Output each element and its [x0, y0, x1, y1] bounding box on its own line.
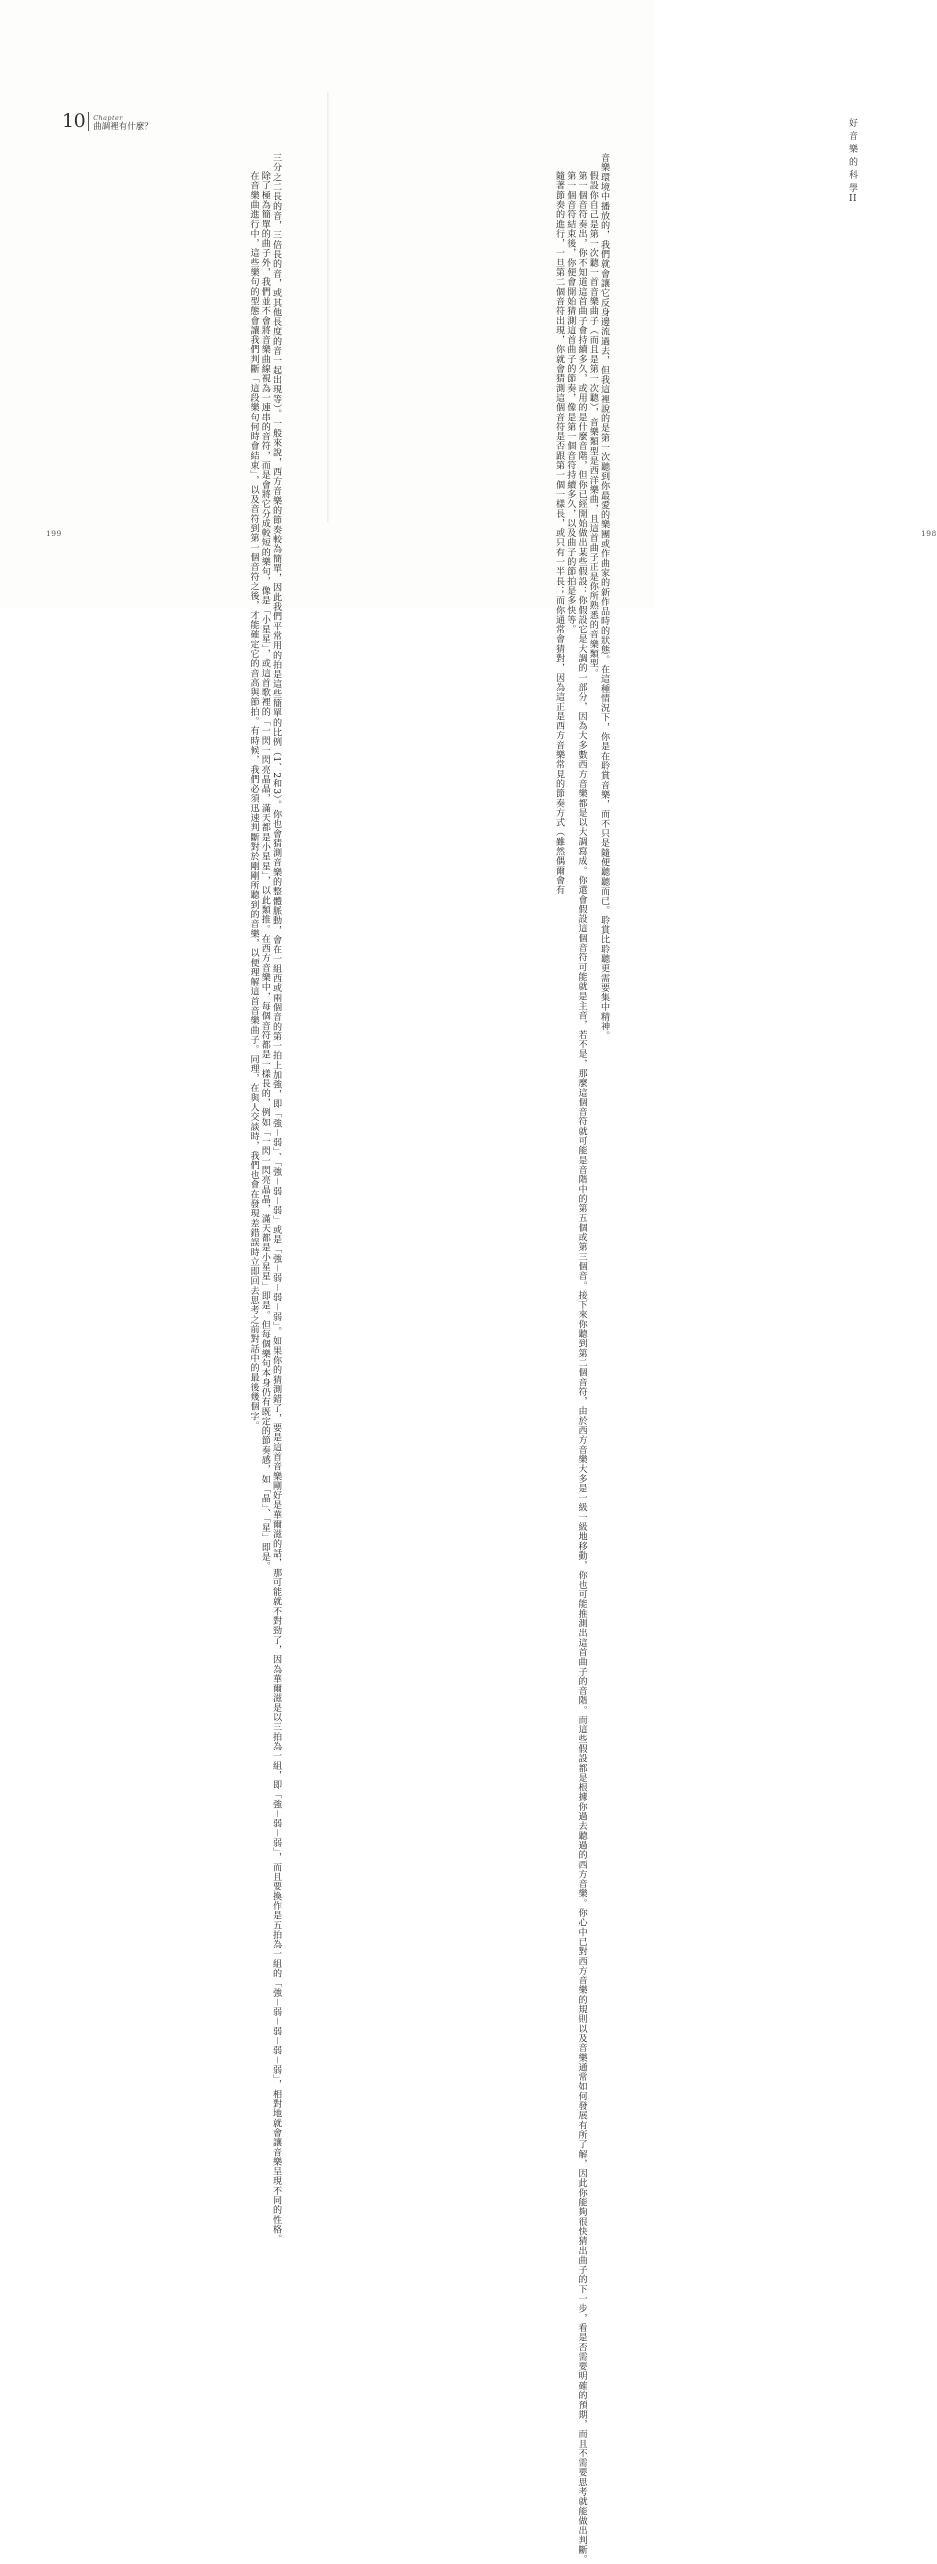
right-page — [329, 0, 937, 2564]
paragraph: 第一個音符結束後，你便會開始猜測這首曲子的節奏，像是第一個音符持續多久，以及曲子的節拍是多快等。 — [565, 171, 576, 635]
chapter-word: Chapter — [93, 114, 123, 122]
paragraph: 第一個音符奏出，你不知道這首曲子會持續多久，或用的是什麼音階，但你已經開始做出某些假設：你假設它是大調的一部分，因為大多數西方音樂都是以大調寫成。你還會假設這個音符可能就是主音，若不是，那麼這個音符就可能是音階中的第五個或第三個音。接下來你聽到第二個音符，由於西方音樂大多是一級一級地移動，你也可能推測出這首曲子的音階。而這些假設都是根據你過去聽過的西方音樂。你心中已對西方音樂的規則以及音樂通常如何發展有所了解，因此你能夠很快猜出曲子的下一步，看是否需要明確的預期，而且不需要思考就能做出判斷。 — [576, 171, 587, 2564]
left-page-body — [67, 153, 281, 2244]
book-title-header: 好音樂的科學 II — [849, 119, 859, 204]
chapter-divider — [88, 112, 89, 131]
chapter-label-stack — [93, 115, 153, 131]
left-page — [0, 0, 327, 2244]
paragraph: 三分之二長的音，三倍長的音，或其他長度的音一起出現等）。一般來說，西方音樂的節奏較為簡單，因此我們平常用的拍是這些簡單的比例（1、2和3）。你也會猜測音樂的整體脈動，會在一組西或兩個音的第一拍上加強，即「強－弱」、「強－弱－弱」或是「強－弱－弱－弱」。如果你的猜測錯了，要是這首音樂剛好是華爾滋的話，那可能就不對勁了，因為華爾滋是以三拍為一組，即「強－弱－弱」，而且要換作是五拍為一組的「強－弱－弱－弱－弱」，相對地就會讓音樂呈現不同的性格。 — [271, 153, 281, 2244]
page-number: 199 — [46, 529, 62, 538]
chapter-header — [62, 112, 153, 131]
paragraph: 除了極為簡單的曲子外，我們並不會將音樂曲線視為一連串的音符，而是會將它分成較短的樂句，像是「小星星」，或這首歌裡的「一閃一閃亮晶晶，滿天都是小星星」，以此類推。在西方音樂中，每個音符都是一樣長的，例如「一閃一閃亮晶晶，滿天都是小星星」即是。但每個樂句本身仍有既定的節奏感，如「晶」、「星」即是。 — [259, 171, 270, 1572]
paragraph: 音樂環境中播放的，我們就會讓它反身邊流過去，但我這裡說的是第一次聽到你最愛的樂團或作曲家的新作品時的狀態。在這種情況下，你是在聆賞音樂，而不只是隨便聽聽而已。聆賞比聆聽更需要集中精神。 — [599, 153, 609, 1041]
chapter-number: 10 — [62, 110, 86, 132]
paragraph: 在音樂曲進行中，這些樂句的型態會讓我們判斷「這段樂句何時會結束」，以及音符到第一個音符之後，才能確定它的音高與節拍。有時候，我們必須迅速判斷對於剛剛所聽到的音樂，以便理解這首音樂曲子。同理，在與人交談時，我們也會在發現差錯誤時立即回去思考之前對話中的最後幾個字。 — [248, 171, 259, 1431]
paragraph: 隨著節奏的進行，一旦第二個音符出現，你就會猜測這個音符是否跟第一個一樣長，或只有一半長；而你通常會猜對，因為這正是西方音樂常見的節奏方式（雖然偶爾會有 — [554, 171, 564, 895]
page-number: 198 — [921, 529, 937, 538]
chapter-title: 曲調裡有什麼？ — [93, 121, 153, 132]
paragraph: 假設你自己是第一次聽一首音樂曲子（而且是第一次聽），音樂類型是西洋樂曲，且這首曲子正是你所熟悉的音樂類型。 — [587, 171, 598, 679]
right-page-body — [395, 153, 609, 2564]
